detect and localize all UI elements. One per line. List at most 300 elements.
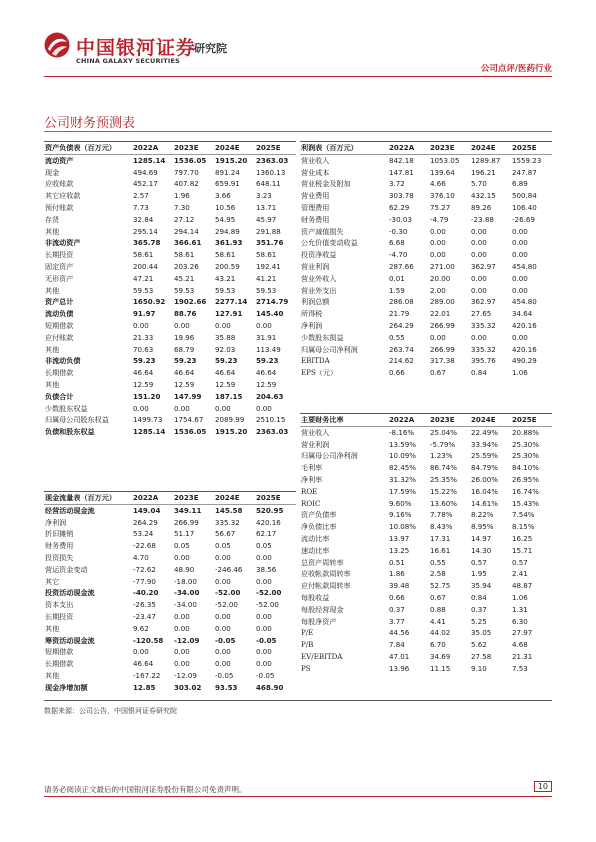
value-cell: 4.66 — [430, 179, 446, 189]
value-cell: 11.15 — [430, 663, 451, 673]
value-cell: -5.79% — [430, 439, 456, 449]
value-cell: 0.00 — [256, 611, 272, 621]
value-cell — [511, 379, 552, 391]
row-label: 非流动资产 — [45, 238, 81, 248]
table-row — [300, 557, 552, 569]
value-cell: 22.01 — [430, 309, 451, 319]
balance-sheet-table — [44, 141, 296, 438]
value-cell: 59.53 — [133, 285, 154, 295]
value-cell: 0.00 — [256, 552, 272, 562]
value-cell: 59.53 — [256, 285, 277, 295]
brand-name-cn: 中国银河证券 — [76, 37, 197, 59]
year-header-cell: 2024E — [214, 492, 255, 505]
value-cell: 365.78 — [133, 238, 161, 248]
value-cell: 1499.73 — [133, 415, 163, 425]
value-cell: 9.10 — [471, 663, 487, 673]
table-row — [300, 462, 552, 474]
value-cell: 10.09% — [389, 451, 417, 461]
value-cell: 35.05 — [471, 628, 492, 638]
value-cell: 12.59 — [174, 379, 195, 389]
value-cell: 3.23 — [256, 191, 272, 201]
row-label: 负债和股东权益 — [45, 427, 95, 437]
value-cell: 303.02 — [174, 682, 202, 692]
value-cell: 1.59 — [389, 285, 405, 295]
value-cell: 0.00 — [512, 273, 528, 283]
value-cell: 0.00 — [471, 273, 487, 283]
table-row — [300, 344, 552, 356]
value-cell: 0.00 — [430, 226, 446, 236]
value-cell: 47.21 — [133, 273, 154, 283]
value-cell: 0.00 — [174, 611, 190, 621]
value-cell: 0.00 — [174, 552, 190, 562]
row-label: 投资活动现金流 — [45, 588, 95, 598]
value-cell: 1.06 — [512, 368, 528, 378]
table-row — [44, 296, 296, 308]
row-label: EBITDA — [301, 356, 330, 366]
row-label: 营业税金及附加 — [301, 179, 351, 189]
value-cell: 500.84 — [512, 191, 537, 201]
value-cell: -52.00 — [215, 600, 238, 610]
value-cell: 0.00 — [471, 226, 487, 236]
value-cell: 287.66 — [389, 261, 414, 271]
table-title-cell: 现金流量表（百万元） — [44, 492, 132, 505]
table-row — [300, 426, 552, 438]
value-cell: -72.62 — [133, 564, 156, 574]
year-header-cell: 2023E — [173, 142, 214, 155]
value-cell: 0.67 — [430, 368, 446, 378]
value-cell: 62.29 — [389, 202, 410, 212]
table-row — [300, 202, 552, 214]
value-cell: 1.31 — [512, 604, 528, 614]
value-cell: 1650.92 — [133, 297, 166, 307]
row-label: 其他 — [45, 344, 60, 354]
value-cell: 151.20 — [133, 391, 161, 401]
value-cell: 45.21 — [174, 273, 195, 283]
value-cell: 0.00 — [256, 576, 272, 586]
value-cell: 432.15 — [471, 191, 496, 201]
value-cell: 454.80 — [512, 297, 537, 307]
row-label: 营业外支出 — [301, 285, 337, 295]
value-cell: 16.61 — [430, 545, 451, 555]
value-cell: 286.08 — [389, 297, 414, 307]
brand-tag: 研究院 — [194, 42, 227, 55]
value-cell: 27.12 — [174, 214, 195, 224]
table-row — [44, 517, 296, 529]
value-cell: 0.00 — [215, 611, 231, 621]
table-header-row — [300, 142, 552, 155]
value-cell: 35.88 — [215, 332, 236, 342]
table-row — [300, 592, 552, 604]
value-cell: -246.46 — [215, 564, 243, 574]
value-cell: 2089.99 — [215, 415, 245, 425]
value-cell: -12.09 — [174, 635, 200, 645]
value-cell: 0.05 — [256, 541, 272, 551]
table-row — [300, 379, 552, 391]
value-cell: 335.32 — [471, 344, 496, 354]
table-row — [44, 528, 296, 540]
value-cell: 127.91 — [215, 309, 243, 319]
row-label: 净负债比率 — [301, 522, 337, 532]
value-cell: 289.00 — [430, 297, 455, 307]
row-label: 流动比率 — [301, 533, 330, 543]
table-row — [300, 627, 552, 639]
table-row — [44, 682, 296, 694]
value-cell: 490.29 — [512, 356, 537, 366]
value-cell: 420.16 — [512, 320, 537, 330]
value-cell: 34.64 — [512, 309, 533, 319]
value-cell: 35.94 — [471, 581, 492, 591]
value-cell: 7.84 — [389, 640, 405, 650]
row-label: 长期投资 — [45, 250, 74, 260]
table-row — [300, 486, 552, 498]
table-header-row — [44, 142, 296, 155]
value-cell: 196.21 — [471, 167, 496, 177]
value-cell: 12.85 — [133, 682, 156, 692]
value-cell: 0.55 — [430, 557, 446, 567]
value-cell: 1.23% — [430, 451, 453, 461]
value-cell: 0.00 — [215, 403, 231, 413]
table-row — [44, 273, 296, 285]
value-cell: 0.00 — [512, 226, 528, 236]
footer-divider — [44, 796, 552, 797]
value-cell: 92.03 — [215, 344, 236, 354]
value-cell: 0.57 — [471, 557, 487, 567]
value-cell: 2714.79 — [256, 297, 289, 307]
value-cell: -26.69 — [512, 214, 535, 224]
row-label: 其他 — [45, 670, 60, 680]
value-cell: 27.97 — [512, 628, 533, 638]
row-label: 资产负债率 — [301, 510, 337, 520]
value-cell: 0.00 — [430, 238, 446, 248]
row-label: 应收帐款周转率 — [301, 569, 351, 579]
table-row — [300, 616, 552, 628]
value-cell: 13.96 — [389, 663, 410, 673]
value-cell: 13.25 — [389, 545, 410, 555]
value-cell: 70.63 — [133, 344, 154, 354]
row-label: 总资产周转率 — [301, 557, 344, 567]
table-row — [300, 296, 552, 308]
value-cell: 7.54% — [512, 510, 535, 520]
value-cell: -34.00 — [174, 600, 197, 610]
footer-disclaimer: 请务必阅读正文最后的中国银河证券股份有限公司免责声明。 — [44, 785, 247, 794]
value-cell: 1.06 — [512, 592, 528, 602]
value-cell: 1536.05 — [174, 427, 207, 437]
value-cell: 75.27 — [430, 202, 451, 212]
table-bottom-rule — [44, 700, 552, 701]
table-row — [300, 663, 552, 675]
value-cell: -167.22 — [133, 670, 161, 680]
table-row — [44, 576, 296, 588]
value-cell: 27.65 — [471, 309, 492, 319]
row-label: 短期借款 — [45, 647, 74, 657]
value-cell: 494.69 — [133, 167, 158, 177]
value-cell: 266.99 — [430, 320, 455, 330]
value-cell: 82.45% — [389, 463, 417, 473]
row-label: 其他 — [45, 226, 60, 236]
header-divider — [44, 76, 552, 77]
value-cell: 0.00 — [471, 250, 487, 260]
value-cell: 0.37 — [471, 604, 487, 614]
value-cell: 58.61 — [215, 250, 236, 260]
value-cell: 59.23 — [133, 356, 156, 366]
value-cell: 91.97 — [133, 309, 156, 319]
table-row — [44, 540, 296, 552]
table-row — [300, 226, 552, 238]
value-cell: 0.00 — [174, 647, 190, 657]
value-cell: 44.02 — [430, 628, 451, 638]
row-label: 每股经营现金 — [301, 604, 344, 614]
value-cell: 106.40 — [512, 202, 537, 212]
year-header-cell: 2025E — [255, 492, 296, 505]
value-cell: 2.41 — [512, 569, 528, 579]
value-cell: 145.40 — [256, 309, 284, 319]
value-cell: 59.23 — [174, 356, 197, 366]
year-header-cell: 2022A — [388, 142, 429, 155]
row-label: 现金 — [45, 167, 60, 177]
value-cell: 376.10 — [430, 191, 455, 201]
value-cell: 0.00 — [512, 238, 528, 248]
value-cell: 247.87 — [512, 167, 537, 177]
row-label: 净利率 — [301, 474, 323, 484]
table-row — [300, 355, 552, 367]
table-row — [300, 320, 552, 332]
value-cell: 294.89 — [215, 226, 240, 236]
table-row — [44, 344, 296, 356]
value-cell: 13.71 — [256, 202, 277, 212]
row-label: 营业利润 — [301, 261, 330, 271]
table-row — [300, 332, 552, 344]
value-cell: 0.00 — [256, 623, 272, 633]
value-cell: 0.00 — [256, 647, 272, 657]
value-cell: 21.79 — [389, 309, 410, 319]
table-row — [44, 320, 296, 332]
value-cell: 44.56 — [389, 628, 410, 638]
value-cell: 25.04% — [430, 427, 458, 437]
table-row — [44, 190, 296, 202]
row-label: 利润总额 — [301, 297, 330, 307]
value-cell: 3.72 — [389, 179, 405, 189]
value-cell: 203.26 — [174, 261, 199, 271]
value-cell: 0.67 — [430, 592, 446, 602]
row-label: 营运资金变动 — [45, 564, 88, 574]
value-cell: 5.62 — [471, 640, 487, 650]
year-header-cell: 2023E — [173, 492, 214, 505]
value-cell: 1.96 — [174, 191, 190, 201]
table-row — [300, 237, 552, 249]
value-cell: 113.49 — [256, 344, 281, 354]
value-cell: 8.95% — [471, 522, 494, 532]
table-row — [44, 285, 296, 297]
value-cell: 145.58 — [215, 505, 243, 515]
value-cell: 0.00 — [215, 552, 231, 562]
value-cell — [429, 379, 470, 391]
value-cell: 520.95 — [256, 505, 284, 515]
table-row — [300, 214, 552, 226]
value-cell: 2363.03 — [256, 155, 289, 165]
value-cell: 8.15% — [512, 522, 535, 532]
value-cell: 0.00 — [133, 320, 149, 330]
value-cell: 15.71 — [512, 545, 533, 555]
table-header-row — [44, 492, 296, 505]
table-row — [300, 521, 552, 533]
year-header-cell: 2024E — [214, 142, 255, 155]
value-cell: 0.37 — [389, 604, 405, 614]
value-cell: 0.00 — [174, 403, 190, 413]
value-cell: 56.67 — [215, 529, 236, 539]
value-cell: 468.90 — [256, 682, 284, 692]
row-label: 其他 — [45, 285, 60, 295]
row-label: 净利润 — [45, 517, 67, 527]
value-cell: -8.16% — [389, 427, 415, 437]
row-label: 预付账款 — [45, 202, 74, 212]
value-cell: 291.88 — [256, 226, 281, 236]
value-cell: 0.66 — [389, 592, 405, 602]
table-row — [300, 580, 552, 592]
value-cell: 349.11 — [174, 505, 202, 515]
year-header-cell: 2025E — [255, 142, 296, 155]
value-cell: 659.91 — [215, 179, 240, 189]
row-label: 应付帐款周转率 — [301, 581, 351, 591]
value-cell: 648.11 — [256, 179, 281, 189]
value-cell: 2277.14 — [215, 297, 248, 307]
value-cell: 46.64 — [174, 368, 195, 378]
value-cell: 139.64 — [430, 167, 455, 177]
value-cell: -26.35 — [133, 600, 156, 610]
value-cell: 7.78% — [430, 510, 453, 520]
value-cell: 0.00 — [256, 659, 272, 669]
value-cell: 16.04% — [471, 486, 499, 496]
row-label: 存货 — [45, 214, 60, 224]
value-cell: 31.91 — [256, 332, 277, 342]
row-label: EV/EBITDA — [301, 651, 343, 661]
row-label: P/E — [301, 628, 314, 638]
value-cell: -23.47 — [133, 611, 156, 621]
value-cell: 10.56 — [215, 202, 236, 212]
table-row — [300, 261, 552, 273]
value-cell: 0.00 — [133, 647, 149, 657]
row-label: ROIC — [301, 498, 321, 508]
value-cell: 46.64 — [133, 368, 154, 378]
value-cell: 335.32 — [471, 320, 496, 330]
table-row — [44, 332, 296, 344]
value-cell: 797.70 — [174, 167, 199, 177]
value-cell: 58.61 — [133, 250, 154, 260]
value-cell: 0.51 — [389, 557, 405, 567]
value-cell: 303.78 — [389, 191, 414, 201]
row-label: 折旧摊销 — [45, 529, 74, 539]
table-row — [44, 391, 296, 403]
row-label: 经营活动现金流 — [45, 505, 95, 515]
value-cell: 0.84 — [471, 368, 487, 378]
value-cell: 1754.67 — [174, 415, 204, 425]
value-cell: 68.79 — [174, 344, 195, 354]
brand-name-en: CHINA GALAXY SECURITIES — [76, 57, 181, 65]
value-cell: 0.00 — [256, 320, 272, 330]
table-row — [44, 308, 296, 320]
value-cell: 34.69 — [430, 651, 451, 661]
value-cell: 27.58 — [471, 651, 492, 661]
table-title-cell: 利润表（百万元） — [300, 142, 388, 155]
value-cell: -23.88 — [471, 214, 494, 224]
value-cell: 361.93 — [215, 238, 243, 248]
value-cell: 41.21 — [256, 273, 277, 283]
row-label: 负债合计 — [45, 391, 74, 401]
value-cell: -120.58 — [133, 635, 164, 645]
row-label: 应收账款 — [45, 179, 74, 189]
row-label: 营业收入 — [301, 155, 330, 165]
table-row — [44, 635, 296, 647]
value-cell: 1559.23 — [512, 155, 542, 165]
value-cell: 0.00 — [215, 659, 231, 669]
row-label: 公允价值变动收益 — [301, 238, 358, 248]
value-cell: 362.97 — [471, 297, 496, 307]
value-cell: 335.32 — [215, 517, 240, 527]
year-header-cell: 2022A — [388, 414, 429, 427]
value-cell: 266.99 — [430, 344, 455, 354]
value-cell: 54.95 — [215, 214, 236, 224]
value-cell: 0.00 — [133, 403, 149, 413]
table-row — [300, 639, 552, 651]
table-row — [300, 285, 552, 297]
row-label: 每股收益 — [301, 592, 330, 602]
value-cell: -22.68 — [133, 541, 156, 551]
financial-ratios-table — [300, 413, 552, 675]
table-row — [44, 646, 296, 658]
table-row — [300, 545, 552, 557]
value-cell: 1.86 — [389, 569, 405, 579]
row-label: 每股净资产 — [301, 616, 337, 626]
value-cell: 46.64 — [133, 659, 154, 669]
value-cell: 13.60% — [430, 498, 458, 508]
value-cell: 0.00 — [174, 659, 190, 669]
value-cell: 2.00 — [430, 285, 446, 295]
value-cell: 15.22% — [430, 486, 458, 496]
year-header-cell: 2023E — [429, 414, 470, 427]
table-row — [44, 611, 296, 623]
table-row — [44, 552, 296, 564]
row-label: 长期借款 — [45, 659, 74, 669]
source-note: 数据来源：公司公告，中国银河证券研究院 — [44, 707, 177, 715]
row-label: 资本支出 — [45, 600, 74, 610]
value-cell: 2363.03 — [256, 427, 289, 437]
value-cell: 39.48 — [389, 581, 410, 591]
value-cell: 1053.05 — [430, 155, 460, 165]
value-cell: 51.17 — [174, 529, 195, 539]
value-cell: -4.70 — [389, 250, 408, 260]
table-title-cell: 资产负债表（百万元） — [44, 142, 132, 155]
value-cell: 9.62 — [133, 623, 149, 633]
value-cell: 19.96 — [174, 332, 195, 342]
table-row — [44, 403, 296, 415]
value-cell: 214.62 — [389, 356, 414, 366]
value-cell: 0.00 — [471, 332, 487, 342]
row-label: 归属母公司净利润 — [301, 344, 358, 354]
value-cell: 0.00 — [215, 647, 231, 657]
table-title-cell: 主要财务比率 — [300, 414, 388, 427]
value-cell: 0.01 — [389, 273, 405, 283]
table-row — [44, 226, 296, 238]
value-cell: 20.88% — [512, 427, 540, 437]
value-cell: -40.20 — [133, 588, 159, 598]
row-label: 所得税 — [301, 309, 323, 319]
row-label: 流动资产 — [45, 155, 74, 165]
value-cell: 0.57 — [512, 557, 528, 567]
value-cell: 0.00 — [174, 320, 190, 330]
value-cell: 46.64 — [215, 368, 236, 378]
value-cell: 0.00 — [512, 285, 528, 295]
row-label: EPS（元） — [301, 368, 338, 378]
value-cell: 10.08% — [389, 522, 417, 532]
